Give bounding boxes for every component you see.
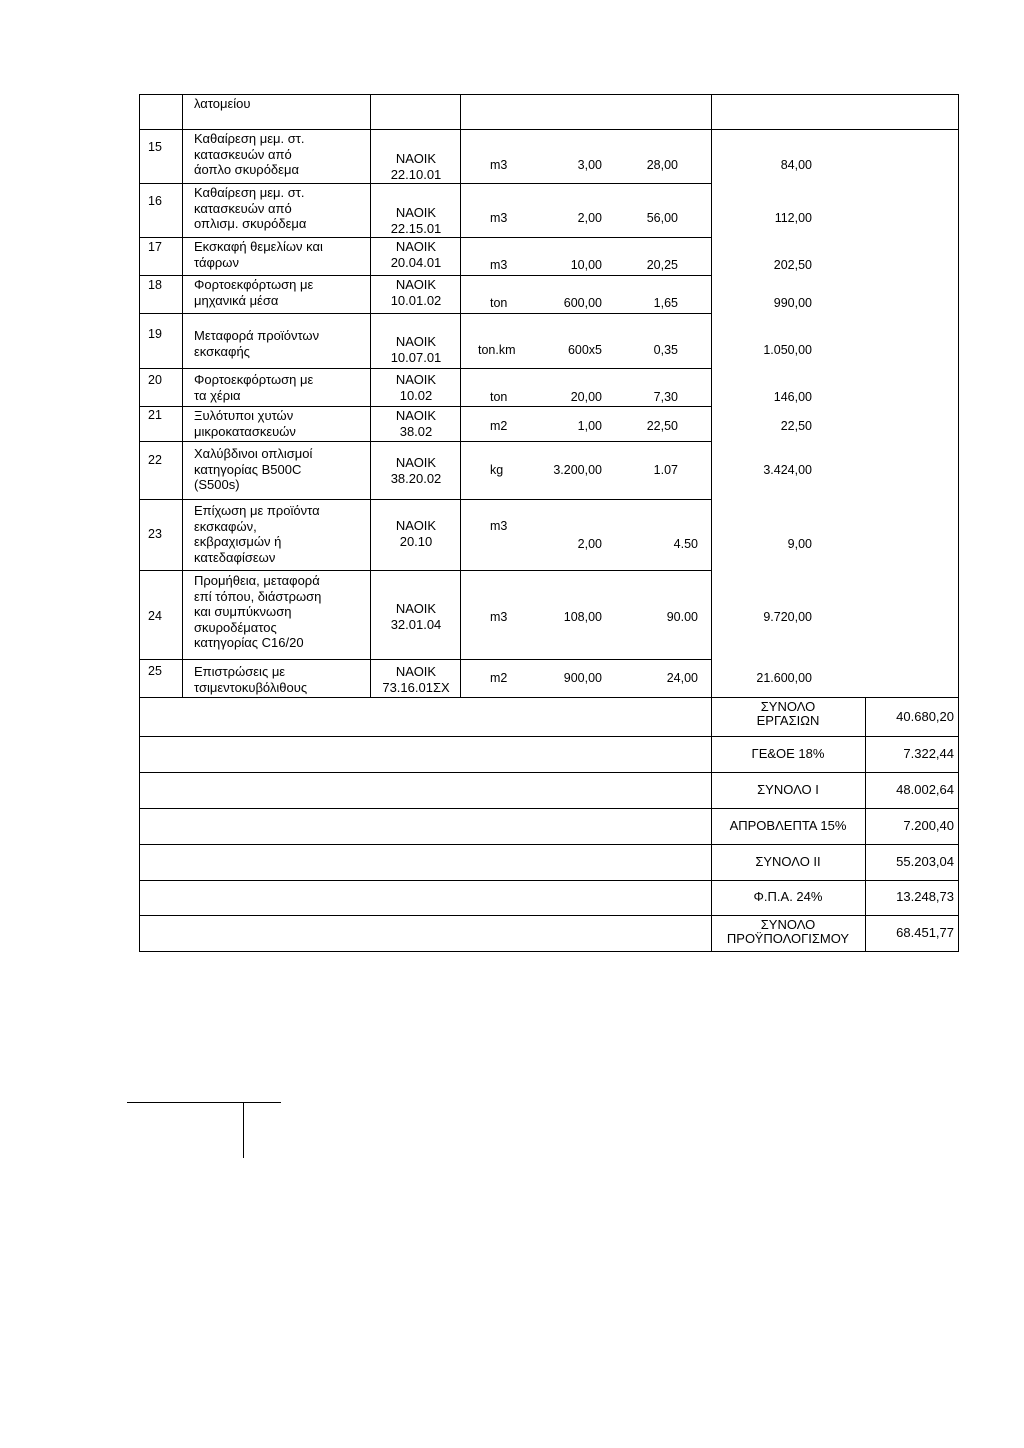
summary-value: 48.002,64 xyxy=(896,782,954,797)
row-sep xyxy=(139,659,711,660)
row-unit-price: 1,65 xyxy=(653,296,678,310)
row-unit-price: 4.50 xyxy=(673,537,698,551)
summary-value: 7.200,40 xyxy=(903,818,954,833)
row-code: ΝΑΟΙΚ 32.01.04 xyxy=(390,601,442,632)
row-total: 22,50 xyxy=(780,419,812,433)
row-description: Καθαίρεση μεμ. στ. κατασκευών από άοπλο σκυρόδεμα xyxy=(194,131,305,177)
row-sep xyxy=(139,570,711,571)
row-description: Μεταφορά προϊόντων εκσκαφής xyxy=(194,328,320,359)
row-unit: m3 xyxy=(490,519,508,533)
row-quantity: 600x5 xyxy=(567,343,602,357)
row-sep xyxy=(139,441,711,442)
row-quantity: 10,00 xyxy=(570,258,602,272)
row-unit: ton xyxy=(490,390,508,404)
row-number: 23 xyxy=(148,527,162,541)
summary-sep xyxy=(139,844,959,845)
continued-desc: λατομείου xyxy=(194,96,251,111)
row-number: 18 xyxy=(148,278,162,292)
row-code: ΝΑΟΙΚ 38.02 xyxy=(395,408,437,439)
summary-value: 13.248,73 xyxy=(896,889,954,904)
row-quantity: 20,00 xyxy=(570,390,602,404)
row-quantity: 1,00 xyxy=(577,419,602,433)
row-code: ΝΑΟΙΚ 10.01.02 xyxy=(390,277,442,308)
row-quantity: 2,00 xyxy=(577,211,602,225)
row-code: ΝΑΟΙΚ 73.16.01ΣΧ xyxy=(382,664,450,695)
col-sep-code xyxy=(460,94,461,697)
row-quantity: 600,00 xyxy=(563,296,602,310)
row-total: 9.720,00 xyxy=(763,610,812,624)
row-unit-price: 0,35 xyxy=(653,343,678,357)
row-code: ΝΑΟΙΚ 22.10.01 xyxy=(390,151,442,182)
row-unit: ton.km xyxy=(478,343,516,357)
summary-label: ΣΥΝΟΛΟ ΠΡΟΫΠΟΛΟΓΙΣΜΟΥ xyxy=(726,917,850,946)
row-total: 112,00 xyxy=(774,211,812,225)
signature-line xyxy=(127,1102,281,1103)
row-unit-price: 22,50 xyxy=(646,419,678,433)
summary-label: ΣΥΝΟΛΟ ΕΡΓΑΣΙΩΝ xyxy=(756,699,820,728)
row-sep xyxy=(139,499,711,500)
row-code: ΝΑΟΙΚ 22.15.01 xyxy=(390,205,442,236)
summary-sep xyxy=(139,736,959,737)
row-description: Ξυλότυποι χυτών μικροκατασκευών xyxy=(194,408,296,439)
row-sep xyxy=(139,237,711,238)
row-unit: ton xyxy=(490,296,508,310)
signature-stem xyxy=(243,1102,244,1158)
row-sep xyxy=(139,697,959,698)
row-number: 22 xyxy=(148,453,162,467)
row-total: 21.600,00 xyxy=(756,671,812,685)
summary-sep xyxy=(139,915,959,916)
table-border-left xyxy=(139,94,140,952)
row-number: 19 xyxy=(148,327,162,341)
row-unit: m3 xyxy=(490,211,508,225)
row-total: 1.050,00 xyxy=(763,343,812,357)
row-number: 24 xyxy=(148,609,162,623)
row-sep xyxy=(139,406,711,407)
col-sep-desc xyxy=(370,94,371,697)
summary-value: 55.203,04 xyxy=(896,854,954,869)
row-quantity: 108,00 xyxy=(563,610,602,624)
row-unit-price: 24,00 xyxy=(666,671,698,685)
row-code: ΝΑΟΙΚ 10.07.01 xyxy=(390,334,442,365)
row-number: 16 xyxy=(148,194,162,208)
summary-label: ΓΕ&ΟΕ 18% xyxy=(751,746,825,761)
row-code: ΝΑΟΙΚ 20.10 xyxy=(395,518,437,549)
row-description: Χαλύβδινοι οπλισμοί κατηγορίας Β500C (S500s) xyxy=(194,446,313,492)
row-sep xyxy=(139,129,959,130)
summary-sep xyxy=(139,772,959,773)
row-description: Εκσκαφή θεμελίων και τάφρων xyxy=(194,239,323,270)
summary-label: ΑΠΡΟΒΛΕΠΤΑ 15% xyxy=(729,818,847,833)
row-sep xyxy=(139,313,711,314)
row-unit: m3 xyxy=(490,610,508,624)
summary-value: 40.680,20 xyxy=(896,709,954,724)
row-quantity: 3.200,00 xyxy=(553,463,602,477)
row-total: 84,00 xyxy=(780,158,812,172)
summary-value: 68.451,77 xyxy=(896,925,954,940)
row-unit-price: 1.07 xyxy=(653,463,678,477)
summary-sep xyxy=(139,808,959,809)
row-unit: m3 xyxy=(490,158,508,172)
row-number: 20 xyxy=(148,373,162,387)
row-quantity: 2,00 xyxy=(577,537,602,551)
row-quantity: 900,00 xyxy=(563,671,602,685)
row-number: 15 xyxy=(148,140,162,154)
row-total: 9,00 xyxy=(787,537,812,551)
summary-label: ΣΥΝΟΛΟ ΙΙ xyxy=(755,854,821,869)
row-unit: kg xyxy=(490,463,504,477)
row-code: ΝΑΟΙΚ 20.04.01 xyxy=(390,239,442,270)
table-border-top xyxy=(139,94,959,95)
row-unit-price: 56,00 xyxy=(646,211,678,225)
row-sep xyxy=(139,368,711,369)
row-total: 146,00 xyxy=(773,390,812,404)
summary-label: Φ.Π.Α. 24% xyxy=(753,889,823,904)
row-sep xyxy=(139,183,711,184)
row-number: 17 xyxy=(148,240,162,254)
row-total: 202,50 xyxy=(773,258,812,272)
summary-sep xyxy=(139,880,959,881)
row-description: Φορτοεκφόρτωση με τα χέρια xyxy=(194,372,314,403)
row-code: ΝΑΟΙΚ 38.20.02 xyxy=(390,455,442,486)
summary-value: 7.322,44 xyxy=(903,746,954,761)
row-total: 990,00 xyxy=(773,296,812,310)
row-description: Επιστρώσεις με τσιμεντοκυβόλιθους xyxy=(194,664,308,695)
row-total: 3.424,00 xyxy=(763,463,812,477)
table-border-right xyxy=(958,94,959,952)
row-unit: m2 xyxy=(490,419,508,433)
row-description: Προμήθεια, μεταφορά επί τόπου, διάστρωση και συμπύκνωση σκυροδέματος κατηγορίας C16/20 xyxy=(194,573,322,650)
col-sep-no xyxy=(182,94,183,697)
row-unit: m3 xyxy=(490,258,508,272)
row-unit-price: 90.00 xyxy=(666,610,698,624)
row-number: 21 xyxy=(148,408,162,422)
table-border-bottom xyxy=(139,951,959,952)
row-sep xyxy=(139,275,711,276)
row-unit: m2 xyxy=(490,671,508,685)
row-unit-price: 28,00 xyxy=(646,158,678,172)
row-description: Καθαίρεση μεμ. στ. κατασκευών από οπλισμ. σκυρόδεμα xyxy=(194,185,307,231)
row-unit-price: 7,30 xyxy=(653,390,678,404)
row-unit-price: 20,25 xyxy=(646,258,678,272)
row-code: ΝΑΟΙΚ 10.02 xyxy=(395,372,437,403)
row-description: Φορτοεκφόρτωση με μηχανικά μέσα xyxy=(194,277,314,308)
summary-label: ΣΥΝΟΛΟ Ι xyxy=(757,782,819,797)
row-description: Επίχωση με προϊόντα εκσκαφών, εκβραχισμών ή κατεδαφίσεων xyxy=(194,503,320,565)
row-quantity: 3,00 xyxy=(577,158,602,172)
row-number: 25 xyxy=(148,664,162,678)
